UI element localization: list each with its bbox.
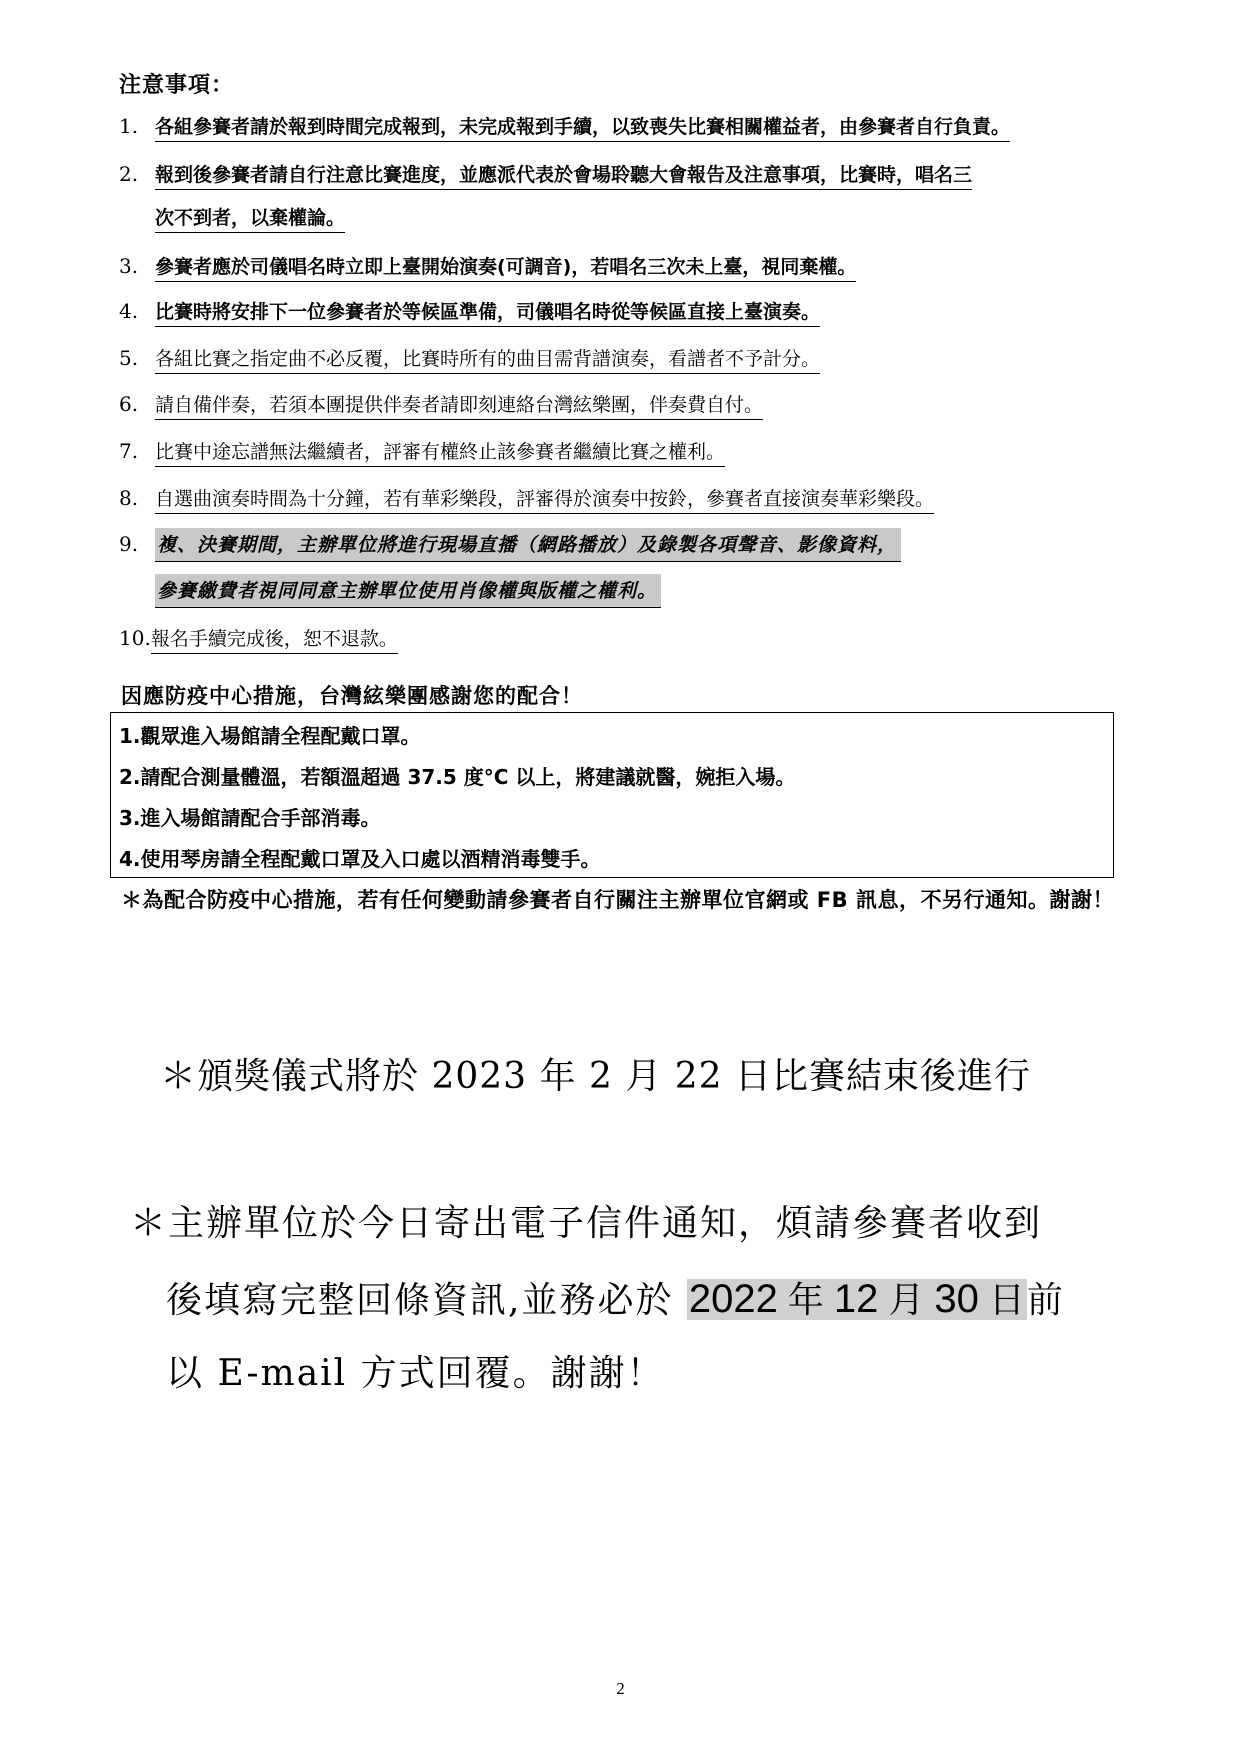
note-text: 參賽者應於司儀唱名時立即上臺開始演奏(可調音)，若唱名三次未上臺，視同棄權。 [155,256,856,282]
note-item-3 [119,252,856,281]
deadline-year-unit: 年 [777,1279,834,1320]
note-number: 6. [119,392,139,416]
note-item-2 [119,160,972,189]
note-item-2-continued [155,204,345,232]
note-number: 4. [119,299,139,323]
deadline-date [687,1279,1027,1320]
deadline-month-unit: 月 [878,1279,935,1320]
notes-title: 注意事項： [119,73,235,98]
deadline-year: 2022 [688,1277,778,1321]
covid-heading: 因應防疫中心措施，台灣絃樂團感謝您的配合！ [121,684,583,708]
note-number: 3. [119,254,139,278]
note-item-5 [119,344,820,373]
covid-item: 1.觀眾進入場館請全程配戴口罩。 [119,724,421,748]
note-text: 比賽中途忘譜無法繼續者，評審有權終止該參賽者繼續比賽之權利。 [155,441,725,467]
note-item-4 [119,297,820,326]
note-text: 報到後參賽者請自行注意比賽進度，並應派代表於會場聆聽大會報告及注意事項，比賽時，唱名三 [155,164,972,190]
note-item-1 [119,112,1010,141]
reply-line-1: ＊主辦單位於今日寄出電子信件通知，煩請參賽者收到 [130,1203,1043,1244]
note-item-6 [119,390,763,419]
note-item-9 [119,530,901,559]
note-text: 自選曲演奏時間為十分鐘，若有華彩樂段，評審得於演奏中按鈴，參賽者直接演奏華彩樂段。 [155,488,934,514]
covid-measures-box [110,712,1114,878]
deadline-day: 30 [934,1277,979,1321]
deadline-month: 12 [833,1277,879,1321]
page-number: 2 [616,1679,625,1698]
note-number: 1. [119,114,139,138]
note-number: 8. [119,486,139,510]
reply-text: 後填寫完整回條資訊,並務必於 [166,1280,687,1321]
covid-item: 2.請配合測量體溫，若額溫超過 37.5 度°C 以上，將建議就醫，婉拒入場。 [119,765,796,789]
note-text: 比賽時將安排下一位參賽者於等候區準備，司儀唱名時從等候區直接上臺演奏。 [155,301,820,327]
covid-item: 4.使用琴房請全程配戴口罩及入口處以酒精消毒雙手。 [119,847,601,871]
note-item-10 [119,624,398,653]
note-text: 各組參賽者請於報到時間完成報到，未完成報到手續，以致喪失比賽相關權益者，由參賽者自行負責。 [155,116,1010,142]
note-text: 請自備伴奏，若須本團提供伴奏者請即刻連絡台灣絃樂團，伴奏費自付。 [155,394,763,420]
note-number: 10. [119,626,151,650]
covid-item: 3.進入場館請配合手部消毒。 [119,806,381,830]
note-number: 7. [119,439,139,463]
note-number: 9. [119,532,139,556]
note-item-7 [119,437,725,466]
note-text: 報名手續完成後，恕不退款。 [151,628,398,654]
note-text: 次不到者，以棄權論。 [155,207,345,233]
note-text-highlighted: 複、決賽期間，主辦單位將進行現場直播（網路播放）及錄製各項聲音、影像資料， [155,528,901,562]
note-item-9-continued [155,577,661,605]
reply-line-2 [166,1272,1065,1323]
award-ceremony-notice: ＊頒獎儀式將於 2023 年 2 月 22 日比賽結束後進行 [160,1056,1031,1097]
reply-line-3: 以 E-mail 方式回覆。謝謝！ [166,1353,665,1394]
note-number: 5. [119,346,139,370]
reply-text: 前 [1026,1280,1065,1321]
note-number: 2. [119,162,139,186]
deadline-day-unit: 日 [978,1279,1025,1320]
note-text-highlighted: 參賽繳費者視同同意主辦單位使用肖像權與版權之權利。 [155,574,661,608]
covid-footnote: ＊為配合防疫中心措施，若有任何變動請參賽者自行關注主辦單位官網或 FB 訊息，不另行通知。謝謝！ [121,888,1114,912]
note-item-8 [119,484,934,513]
note-text: 各組比賽之指定曲不必反覆，比賽時所有的曲目需背譜演奏，看譜者不予計分。 [155,348,820,374]
